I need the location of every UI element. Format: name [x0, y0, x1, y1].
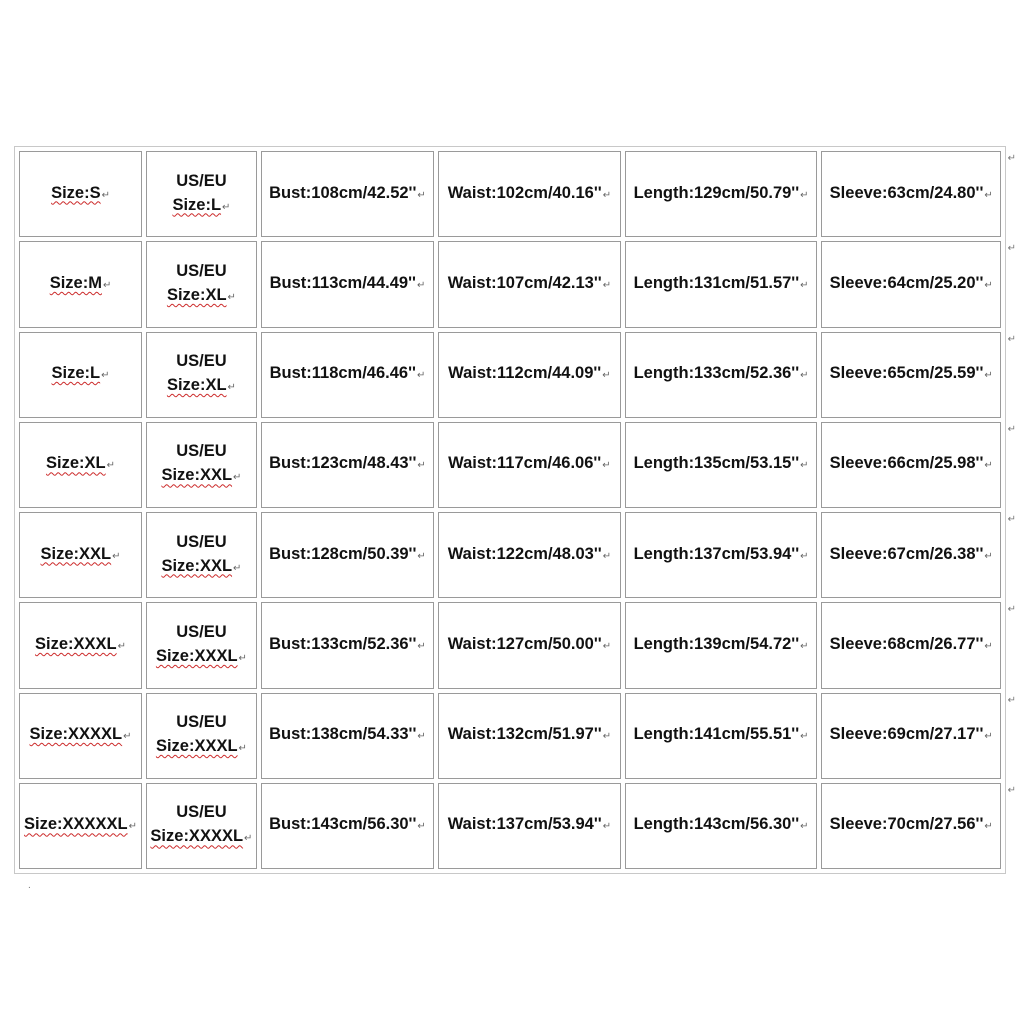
waist-value: Waist:112cm/44.09''	[448, 364, 602, 383]
table-row	[19, 783, 1001, 869]
paragraph-mark: ↵	[417, 460, 426, 472]
paragraph-mark: ↵	[800, 189, 809, 201]
paragraph-mark: ↵	[800, 370, 809, 382]
bust-value: Bust:128cm/50.39''	[269, 544, 417, 563]
useu-cell	[146, 693, 257, 779]
bust-cell	[261, 332, 434, 418]
bust-value: Bust:118cm/46.46''	[269, 364, 416, 383]
paragraph-mark: ↵	[416, 279, 426, 291]
sleeve-cell	[821, 602, 1001, 688]
paragraph-mark: ↵	[244, 833, 253, 845]
length-value: Length:133cm/52.36''	[633, 364, 800, 383]
paragraph-mark: ↵	[233, 562, 242, 574]
size-label: Size:XXXXXL	[24, 815, 128, 834]
length-cell	[625, 241, 818, 327]
paragraph-mark: ↵	[123, 731, 132, 743]
useu-label: US/EU	[176, 713, 227, 732]
useu-size-line	[149, 554, 254, 581]
length-cell	[625, 151, 818, 237]
table-row	[19, 241, 1001, 327]
sleeve-value: Sleeve:69cm/27.17''	[829, 725, 984, 744]
useu-size-line	[149, 734, 254, 761]
row-end-mark: ↵	[1007, 785, 1016, 796]
useu-size-label: Size:XXL	[161, 556, 233, 575]
row-end-mark: ↵	[1007, 695, 1016, 706]
waist-cell	[438, 422, 621, 508]
paragraph-mark: ↵	[238, 652, 247, 664]
sleeve-value: Sleeve:63cm/24.80''	[829, 183, 984, 202]
useu-size-label: Size:XXXXL	[150, 827, 244, 846]
length-cell	[625, 332, 818, 418]
length-cell	[625, 512, 818, 598]
sleeve-cell	[821, 241, 1001, 327]
row-end-mark: ↵	[1007, 153, 1016, 164]
sleeve-value: Sleeve:67cm/26.38''	[829, 544, 984, 563]
length-value: Length:141cm/55.51''	[633, 725, 800, 744]
paragraph-mark: ↵	[417, 821, 426, 833]
length-cell	[625, 602, 818, 688]
sleeve-value: Sleeve:65cm/25.59''	[829, 364, 984, 383]
size-cell	[19, 422, 142, 508]
size-label: Size:XL	[46, 454, 106, 473]
useu-size-label: Size:XL	[166, 285, 227, 304]
waist-value: Waist:137cm/53.94''	[447, 815, 602, 834]
bust-cell	[261, 693, 434, 779]
size-cell	[19, 693, 142, 779]
paragraph-mark: ↵	[602, 821, 612, 833]
size-chart-body	[19, 151, 1001, 869]
paragraph-mark: ↵	[417, 731, 426, 743]
useu-size-line	[149, 373, 254, 400]
length-value: Length:135cm/53.15''	[633, 454, 800, 473]
table-row	[19, 512, 1001, 598]
paragraph-mark: ↵	[416, 370, 426, 382]
useu-label: US/EU	[176, 622, 227, 641]
paragraph-mark: ↵	[800, 640, 809, 652]
bust-value: Bust:113cm/44.49''	[269, 273, 416, 292]
useu-size-label: Size:XL	[166, 376, 227, 395]
size-label: Size:S	[51, 183, 101, 202]
size-chart-table	[14, 146, 1006, 874]
stray-dot: .	[28, 880, 31, 891]
size-cell	[19, 241, 142, 327]
size-cell	[19, 602, 142, 688]
waist-cell	[438, 512, 621, 598]
useu-label: US/EU	[176, 803, 227, 822]
useu-cell	[146, 512, 257, 598]
paragraph-mark: ↵	[227, 382, 236, 394]
sleeve-cell	[821, 151, 1001, 237]
useu-size-line	[149, 283, 254, 310]
paragraph-mark: ↵	[227, 291, 236, 303]
useu-size-label: Size:L	[172, 195, 222, 214]
length-value: Length:137cm/53.94''	[633, 544, 800, 563]
paragraph-mark: ↵	[602, 189, 612, 201]
bust-value: Bust:123cm/48.43''	[269, 454, 417, 473]
paragraph-mark: ↵	[102, 279, 112, 291]
bust-value: Bust:138cm/54.33''	[269, 725, 417, 744]
waist-cell	[438, 783, 621, 869]
length-cell	[625, 422, 818, 508]
paragraph-mark: ↵	[101, 189, 110, 201]
bust-value: Bust:133cm/52.36''	[269, 634, 417, 653]
bust-value: Bust:108cm/42.52''	[269, 183, 417, 202]
sleeve-cell	[821, 422, 1001, 508]
useu-cell	[146, 422, 257, 508]
bust-value: Bust:143cm/56.30''	[269, 815, 417, 834]
paragraph-mark: ↵	[800, 460, 809, 472]
paragraph-mark: ↵	[602, 460, 611, 472]
paragraph-mark: ↵	[417, 189, 426, 201]
useu-label: US/EU	[176, 352, 227, 371]
length-cell	[625, 783, 818, 869]
waist-value: Waist:132cm/51.97''	[447, 725, 602, 744]
paragraph-mark: ↵	[984, 731, 993, 743]
table-row	[19, 422, 1001, 508]
bust-cell	[261, 602, 434, 688]
table-row	[19, 693, 1001, 779]
paragraph-mark: ↵	[417, 550, 426, 562]
bust-cell	[261, 512, 434, 598]
waist-cell	[438, 602, 621, 688]
waist-cell	[438, 241, 621, 327]
size-label: Size:XXXL	[35, 634, 117, 653]
paragraph-mark: ↵	[984, 550, 993, 562]
paragraph-mark: ↵	[984, 189, 993, 201]
paragraph-mark: ↵	[984, 460, 993, 472]
sleeve-cell	[821, 332, 1001, 418]
table-row	[19, 602, 1001, 688]
length-value: Length:139cm/54.72''	[633, 634, 800, 653]
length-value: Length:129cm/50.79''	[633, 183, 800, 202]
size-cell	[19, 512, 142, 598]
useu-size-label: Size:XXXL	[155, 737, 238, 756]
table-row	[19, 151, 1001, 237]
size-cell	[19, 332, 142, 418]
bust-cell	[261, 151, 434, 237]
waist-cell	[438, 151, 621, 237]
useu-size-line	[149, 644, 254, 671]
useu-size-label: Size:XXXL	[155, 646, 238, 665]
length-cell	[625, 693, 818, 779]
sleeve-cell	[821, 693, 1001, 779]
size-label: Size:XXL	[40, 544, 112, 563]
length-value: Length:143cm/56.30''	[633, 815, 800, 834]
row-end-mark: ↵	[1007, 514, 1016, 525]
paragraph-mark: ↵	[417, 640, 426, 652]
size-cell	[19, 151, 142, 237]
sleeve-cell	[821, 783, 1001, 869]
sleeve-value: Sleeve:66cm/25.98''	[829, 454, 984, 473]
paragraph-mark: ↵	[602, 370, 611, 382]
row-end-mark: ↵	[1007, 424, 1016, 435]
paragraph-mark: ↵	[602, 550, 612, 562]
waist-value: Waist:117cm/46.06''	[448, 454, 602, 473]
useu-cell	[146, 241, 257, 327]
paragraph-mark: ↵	[602, 731, 612, 743]
waist-value: Waist:107cm/42.13''	[447, 273, 602, 292]
useu-label: US/EU	[176, 261, 227, 280]
useu-size-line	[149, 463, 254, 490]
sleeve-value: Sleeve:64cm/25.20''	[829, 273, 984, 292]
table-row	[19, 332, 1001, 418]
useu-size-line	[149, 824, 254, 851]
useu-cell	[146, 332, 257, 418]
paragraph-mark: ↵	[238, 743, 247, 755]
waist-cell	[438, 332, 621, 418]
paragraph-mark: ↵	[106, 460, 116, 472]
useu-label: US/EU	[176, 442, 227, 461]
useu-cell	[146, 602, 257, 688]
useu-label: US/EU	[176, 532, 227, 551]
useu-cell	[146, 783, 257, 869]
row-end-mark: ↵	[1007, 334, 1016, 345]
size-label: Size:L	[51, 364, 101, 383]
paragraph-mark: ↵	[602, 640, 612, 652]
paragraph-mark: ↵	[800, 279, 809, 291]
row-end-mark: ↵	[1007, 604, 1016, 615]
paragraph-mark: ↵	[222, 201, 231, 213]
paragraph-mark: ↵	[101, 370, 110, 382]
bust-cell	[261, 241, 434, 327]
useu-cell	[146, 151, 257, 237]
paragraph-mark: ↵	[233, 472, 242, 484]
size-label: Size:M	[49, 273, 102, 292]
paragraph-mark: ↵	[128, 821, 138, 833]
paragraph-mark: ↵	[984, 821, 993, 833]
paragraph-mark: ↵	[800, 731, 809, 743]
sleeve-value: Sleeve:68cm/26.77''	[829, 634, 984, 653]
sleeve-cell	[821, 512, 1001, 598]
paragraph-mark: ↵	[602, 279, 612, 291]
waist-value: Waist:122cm/48.03''	[447, 544, 602, 563]
paragraph-mark: ↵	[800, 821, 809, 833]
bust-cell	[261, 783, 434, 869]
waist-value: Waist:127cm/50.00''	[447, 634, 602, 653]
length-value: Length:131cm/51.57''	[633, 273, 800, 292]
paragraph-mark: ↵	[984, 279, 993, 291]
useu-size-label: Size:XXL	[161, 466, 233, 485]
useu-label: US/EU	[176, 171, 227, 190]
paragraph-mark: ↵	[117, 640, 127, 652]
paragraph-mark: ↵	[984, 370, 993, 382]
bust-cell	[261, 422, 434, 508]
paragraph-mark: ↵	[800, 550, 809, 562]
row-end-mark: ↵	[1007, 243, 1016, 254]
waist-value: Waist:102cm/40.16''	[447, 183, 602, 202]
size-cell	[19, 783, 142, 869]
sleeve-value: Sleeve:70cm/27.56''	[829, 815, 984, 834]
paragraph-mark: ↵	[984, 640, 993, 652]
useu-size-line	[149, 193, 254, 220]
paragraph-mark: ↵	[112, 550, 121, 562]
size-label: Size:XXXXL	[29, 725, 123, 744]
waist-cell	[438, 693, 621, 779]
